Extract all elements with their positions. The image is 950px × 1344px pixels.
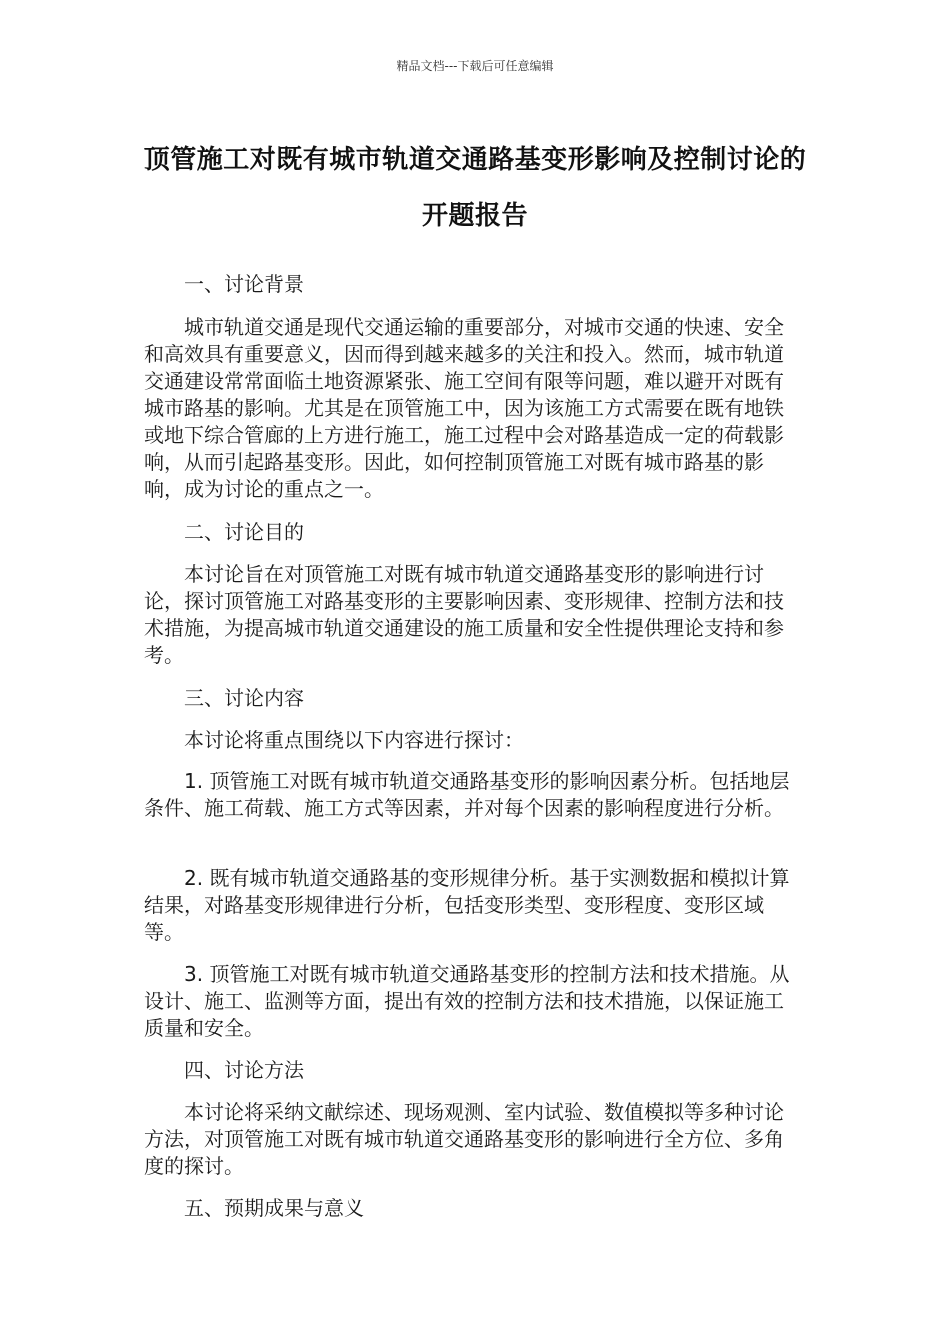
content-list-item: 3. 顶管施工对既有城市轨道交通路基变形的控制方法和技术措施。从设计、施工、监测等方面，提出有效的控制方法和技术措施，以保证施工质量和安全。 <box>144 962 790 1040</box>
section-intro-content: 本讨论将重点围绕以下内容进行探讨： <box>184 728 524 752</box>
content-list-item: 2. 既有城市轨道交通路基的变形规律分析。基于实测数据和模拟计算结果，对路基变形规律进行分析，包括变形类型、变形程度、变形区域等。 <box>144 866 790 944</box>
section-heading-content: 三、讨论内容 <box>184 686 304 710</box>
section-heading-outcome: 五、预期成果与意义 <box>184 1196 364 1220</box>
content-list-item: 1. 顶管施工对既有城市轨道交通路基变形的影响因素分析。包括地层条件、施工荷载、施工方式等因素，并对每个因素的影响程度进行分析。 <box>144 769 790 820</box>
header-watermark: 精品文档---下载后可任意编辑 <box>396 59 554 73</box>
section-body-background: 城市轨道交通是现代交通运输的重要部分，对城市交通的快速、安全和高效具有重要意义，因而得到越来越多的关注和投入。然而，城市轨道交通建设常常面临土地资源紧张、施工空间有限等问题，难以避开对既有城市路基的影响。尤其是在顶管施工中，因为该施工方式需要在既有地铁或地下综合管廊的上方进行施工，施工过程中会对路基造成一定的荷载影响，从而引起路基变形。因此，如何控制顶管施工对既有城市路基的影响，成为讨论的重点之一。 <box>144 315 784 501</box>
section-heading-purpose: 二、讨论目的 <box>184 520 304 544</box>
section-heading-method: 四、讨论方法 <box>184 1058 304 1082</box>
section-heading-background: 一、讨论背景 <box>184 272 304 296</box>
section-body-purpose: 本讨论旨在对顶管施工对既有城市轨道交通路基变形的影响进行讨论，探讨顶管施工对路基变形的主要影响因素、变形规律、控制方法和技术措施，为提高城市轨道交通建设的施工质量和安全性提供理论支持和参考。 <box>144 562 784 667</box>
section-body-method: 本讨论将采纳文献综述、现场观测、室内试验、数值模拟等多种讨论方法，对顶管施工对既有城市轨道交通路基变形的影响进行全方位、多角度的探讨。 <box>144 1100 784 1178</box>
document-title: 顶管施工对既有城市轨道交通路基变形影响及控制讨论的开题报告 <box>143 145 807 231</box>
